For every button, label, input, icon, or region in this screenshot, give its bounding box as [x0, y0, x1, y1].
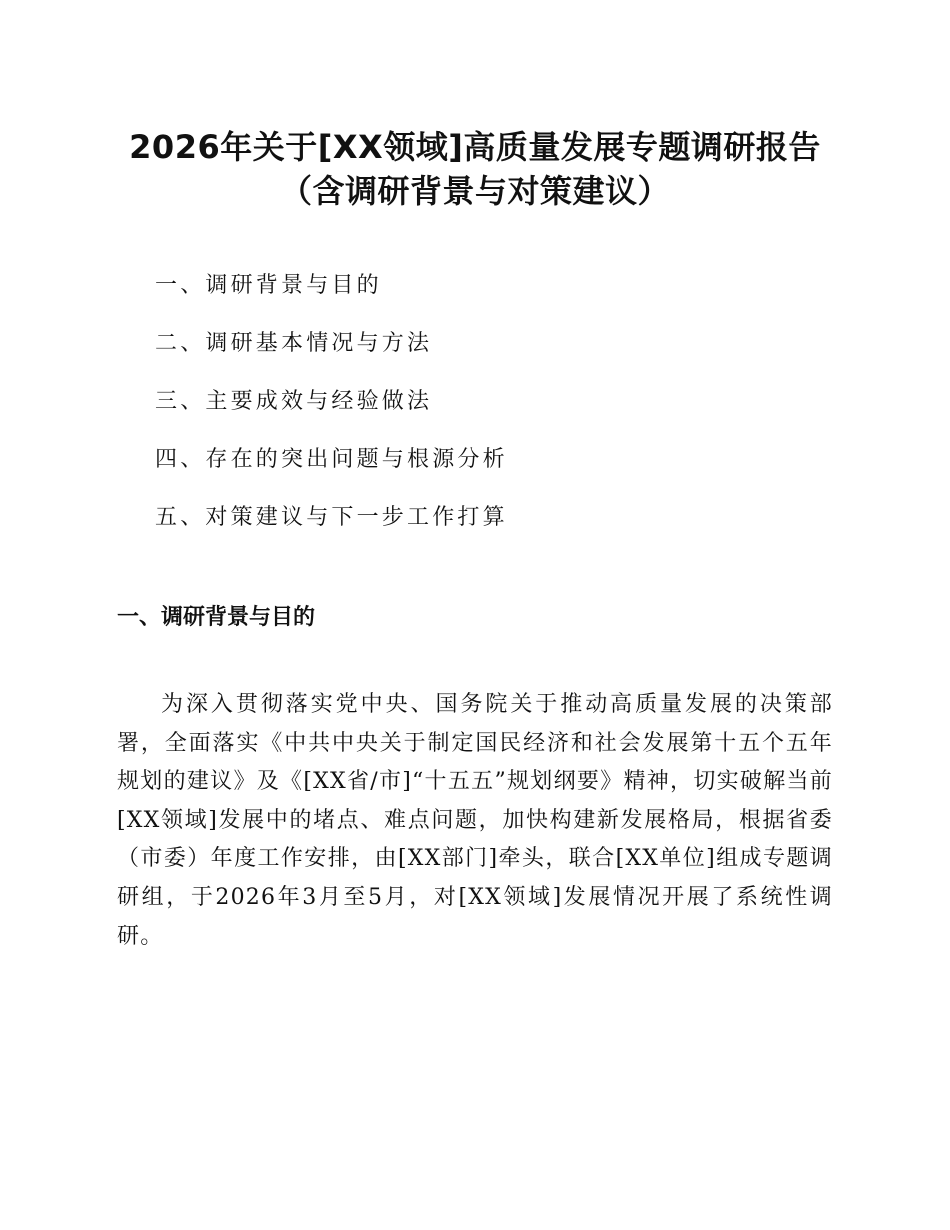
- toc-item-3: 三、主要成效与经验做法: [155, 389, 433, 414]
- document-title-line-2: （含调研背景与对策建议）: [279, 172, 670, 210]
- table-of-contents: [155, 268, 508, 558]
- toc-item-2: 二、调研基本情况与方法: [155, 331, 433, 356]
- document-title-line-1: 2026年关于[XX领域]高质量发展专题调研报告: [129, 128, 821, 166]
- toc-item-1: 一、调研背景与目的: [155, 273, 382, 298]
- toc-item-5: 五、对策建议与下一步工作打算: [155, 505, 508, 530]
- section-1-heading: 一、调研背景与目的: [117, 605, 316, 630]
- toc-item-4: 四、存在的突出问题与根源分析: [155, 447, 508, 472]
- section-1-paragraph: 为深入贯彻落实党中央、国务院关于推动高质量发展的决策部署，全面落实《中共中央关于制定国民经济和社会发展第十五个五年规划的建议》及《[XX省/市]“十五五”规划纲要》精神，切实破解当前[XX领域]发展中的堵点、难点问题，加快构建新发展格局，根据省委（市委）年度工作安排，由[XX部门]牵头，联合[XX单位]组成专题调研组，于2026年3月至5月，对[XX领域]发展情况开展了系统性调研。: [117, 692, 833, 949]
